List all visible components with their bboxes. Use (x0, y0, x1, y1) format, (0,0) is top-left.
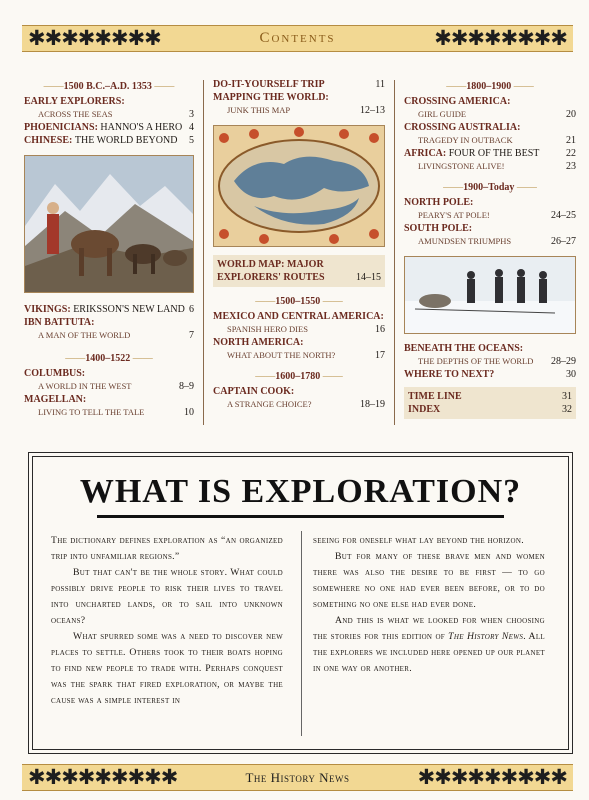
toc-entry-subtitle: EXPLORERS' ROUTES (217, 272, 325, 283)
toc-entry-label[interactable]: CROSSING AUSTRALIA: (404, 122, 521, 133)
article-text: . All the explorers we included here opened up our planet in one way or another. (313, 631, 545, 674)
toc-entry-subtitle: LIVING TO TELL THE TALE (38, 407, 145, 417)
publication-title: The History News (245, 769, 350, 785)
toc-entry-subtitle: TRAGEDY IN OUTBACK (418, 135, 513, 145)
contents-banner (22, 25, 573, 52)
page-number: 32 (562, 404, 572, 415)
toc-entry-label[interactable]: TIME LINE (408, 391, 462, 402)
page-number: 4 (189, 122, 194, 133)
feature-title: WHAT IS EXPLORATION? (79, 473, 522, 510)
ptolemy-map-image (214, 126, 384, 246)
title-rule (97, 515, 504, 518)
feature-article-box (28, 452, 573, 754)
page-title: Contents (259, 30, 336, 46)
page-number: 22 (566, 148, 576, 159)
page-number: 8–9 (179, 381, 194, 392)
toc-entry[interactable] (24, 121, 182, 134)
toc-entry-label[interactable]: MEXICO AND CENTRAL AMERICA: (213, 311, 384, 322)
toc-entry[interactable] (24, 303, 185, 316)
page-number: 10 (184, 407, 194, 418)
article-text: And this is what we looked for when choosing the stories for this edition of (313, 615, 545, 642)
toc-entry-subtitle: THE DEPTHS OF THE WORLD (418, 356, 534, 366)
column-divider (394, 80, 395, 425)
toc-entry-label: WORLD MAP: (217, 259, 285, 270)
toc-entry-label[interactable]: INDEX (408, 404, 441, 415)
toc-entry-subtitle: MAJOR (287, 259, 324, 270)
toc-entry-label[interactable]: BENEATH THE OCEANS: (404, 343, 524, 354)
era-heading: —— 1600–1780 —— (213, 370, 385, 383)
toc-entry-subtitle: ERIKSSON'S NEW LAND (73, 304, 185, 315)
contents-column-3 (404, 78, 576, 419)
toc-entry-subtitle: HANNO'S A HERO (100, 122, 183, 133)
page-number: 31 (562, 391, 572, 402)
page-number: 6 (189, 304, 194, 315)
toc-entry-subtitle: PEARY'S AT POLE! (418, 210, 490, 220)
article-paragraph: But for many of these brave men and women there was also the desire to be first — to go somewhere no one had ever been before, or to do something no one else had ever done. (313, 551, 545, 610)
page-number: 23 (566, 161, 576, 172)
page-number: 30 (566, 369, 576, 380)
toc-entry-label[interactable]: NORTH AMERICA: (213, 337, 304, 348)
toc-entry-subtitle: A STRANGE CHOICE? (227, 399, 312, 409)
toc-entry-label[interactable]: MAGELLAN: (24, 394, 87, 405)
toc-entry-label[interactable]: DO-IT-YOURSELF TRIP (213, 79, 325, 90)
polar-sledge-image (405, 257, 575, 333)
toc-entry-subtitle[interactable]: LIVINGSTONE ALIVE! (418, 161, 505, 171)
page-number: 7 (189, 330, 194, 341)
column-divider (203, 80, 204, 425)
toc-entry[interactable] (24, 134, 177, 147)
contents-column-1 (24, 78, 194, 419)
toc-entry-subtitle: GIRL GUIDE (418, 109, 467, 119)
article-paragraph: The dictionary defines exploration as “an organized trip into unfamiliar regions.” (51, 535, 283, 562)
page-number: 11 (375, 79, 385, 90)
toc-entry-label[interactable]: EARLY EXPLORERS: (24, 96, 125, 107)
star-border-left-icon: ✱✱✱✱✱✱✱✱ (28, 26, 161, 50)
toc-entry-subtitle: A MAN OF THE WORLD (38, 330, 131, 340)
toc-appendix-box (404, 387, 576, 419)
page-number: 3 (189, 109, 194, 120)
contents-column-2 (213, 78, 385, 411)
toc-entry-label[interactable]: SOUTH POLE: (404, 223, 473, 234)
toc-entry-label[interactable]: CROSSING AMERICA: (404, 96, 511, 107)
page-number: 21 (566, 135, 576, 146)
page-number: 24–25 (551, 210, 576, 221)
era-heading: —— 1500 B.C.–A.D. 1353 —— (24, 80, 194, 93)
article-column-left (51, 533, 283, 709)
toc-entry-label: PHOENICIANS: (24, 122, 98, 133)
toc-entry-subtitle: JUNK THIS MAP (227, 105, 291, 115)
toc-entry-label[interactable]: COLUMBUS: (24, 368, 86, 379)
toc-entry-label[interactable]: CAPTAIN COOK: (213, 386, 295, 397)
page-number: 16 (375, 324, 385, 335)
toc-entry-label[interactable]: IBN BATTUTA: (24, 317, 95, 328)
toc-entry-world-map[interactable] (213, 255, 385, 287)
toc-entry-subtitle: WHAT ABOUT THE NORTH? (227, 350, 336, 360)
toc-entry-subtitle: A WORLD IN THE WEST (38, 381, 132, 391)
toc-entry-label: VIKINGS: (24, 304, 71, 315)
toc-entry-subtitle: AMUNDSEN TRIUMPHS (418, 236, 512, 246)
explorers-mountain-illustration (24, 155, 194, 293)
toc-entry[interactable] (404, 147, 539, 160)
star-border-right-icon: ✱✱✱✱✱✱✱✱ (434, 26, 567, 50)
page-number: 17 (375, 350, 385, 361)
toc-entry-label: CHINESE: (24, 135, 73, 146)
article-paragraph: What spurred some was a need to discover new places to settle. Others took to their boats hoping to find new people to trade with. Perhaps conquest was the spark that fired exploration, or maybe the cause was a simple interest in (51, 631, 283, 706)
polar-expedition-illustration (404, 256, 576, 334)
mountain-caravan-image (25, 156, 193, 292)
era-heading: —— 1500–1550 —— (213, 295, 385, 308)
ancient-world-map-illustration (213, 125, 385, 247)
article-paragraph: seeing for oneself what lay beyond the horizon. (313, 535, 524, 546)
star-border-left-icon: ✱✱✱✱✱✱✱✱✱ (28, 765, 178, 789)
page-number: 26–27 (551, 236, 576, 247)
toc-entry-label[interactable]: NORTH POLE: (404, 197, 474, 208)
toc-entry-subtitle: FOUR OF THE BEST (448, 148, 540, 159)
era-heading: —— 1800–1900 —— (404, 80, 576, 93)
page-number: 18–19 (360, 399, 385, 410)
era-heading: —— 1400–1522 —— (24, 352, 194, 365)
article-paragraph: But that can't be the whole story. What could possibly drive people to risk their lives to travel into uncharted lands, or to sail into unknown oceans? (51, 567, 283, 626)
page-number: 20 (566, 109, 576, 120)
toc-entry-label[interactable]: MAPPING THE WORLD: (213, 92, 329, 103)
page-number: 28–29 (551, 356, 576, 367)
toc-entry-label[interactable]: WHERE TO NEXT? (404, 369, 495, 380)
article-column-divider (301, 531, 302, 736)
toc-entry-subtitle: ACROSS THE SEAS (38, 109, 113, 119)
page-number: 14–15 (356, 272, 381, 283)
page-number: 5 (189, 135, 194, 146)
page-number: 12–13 (360, 105, 385, 116)
era-heading: —— 1900–Today —— (404, 181, 576, 194)
publication-name: The History News (448, 631, 524, 642)
toc-entry-label: AFRICA: (404, 148, 447, 159)
footer-banner (22, 764, 573, 791)
star-border-right-icon: ✱✱✱✱✱✱✱✱✱ (417, 765, 567, 789)
article-paragraph (313, 613, 545, 677)
toc-entry-subtitle: THE WORLD BEYOND (74, 135, 178, 146)
article-column-right (313, 533, 545, 677)
toc-entry-subtitle: SPANISH HERO DIES (227, 324, 308, 334)
